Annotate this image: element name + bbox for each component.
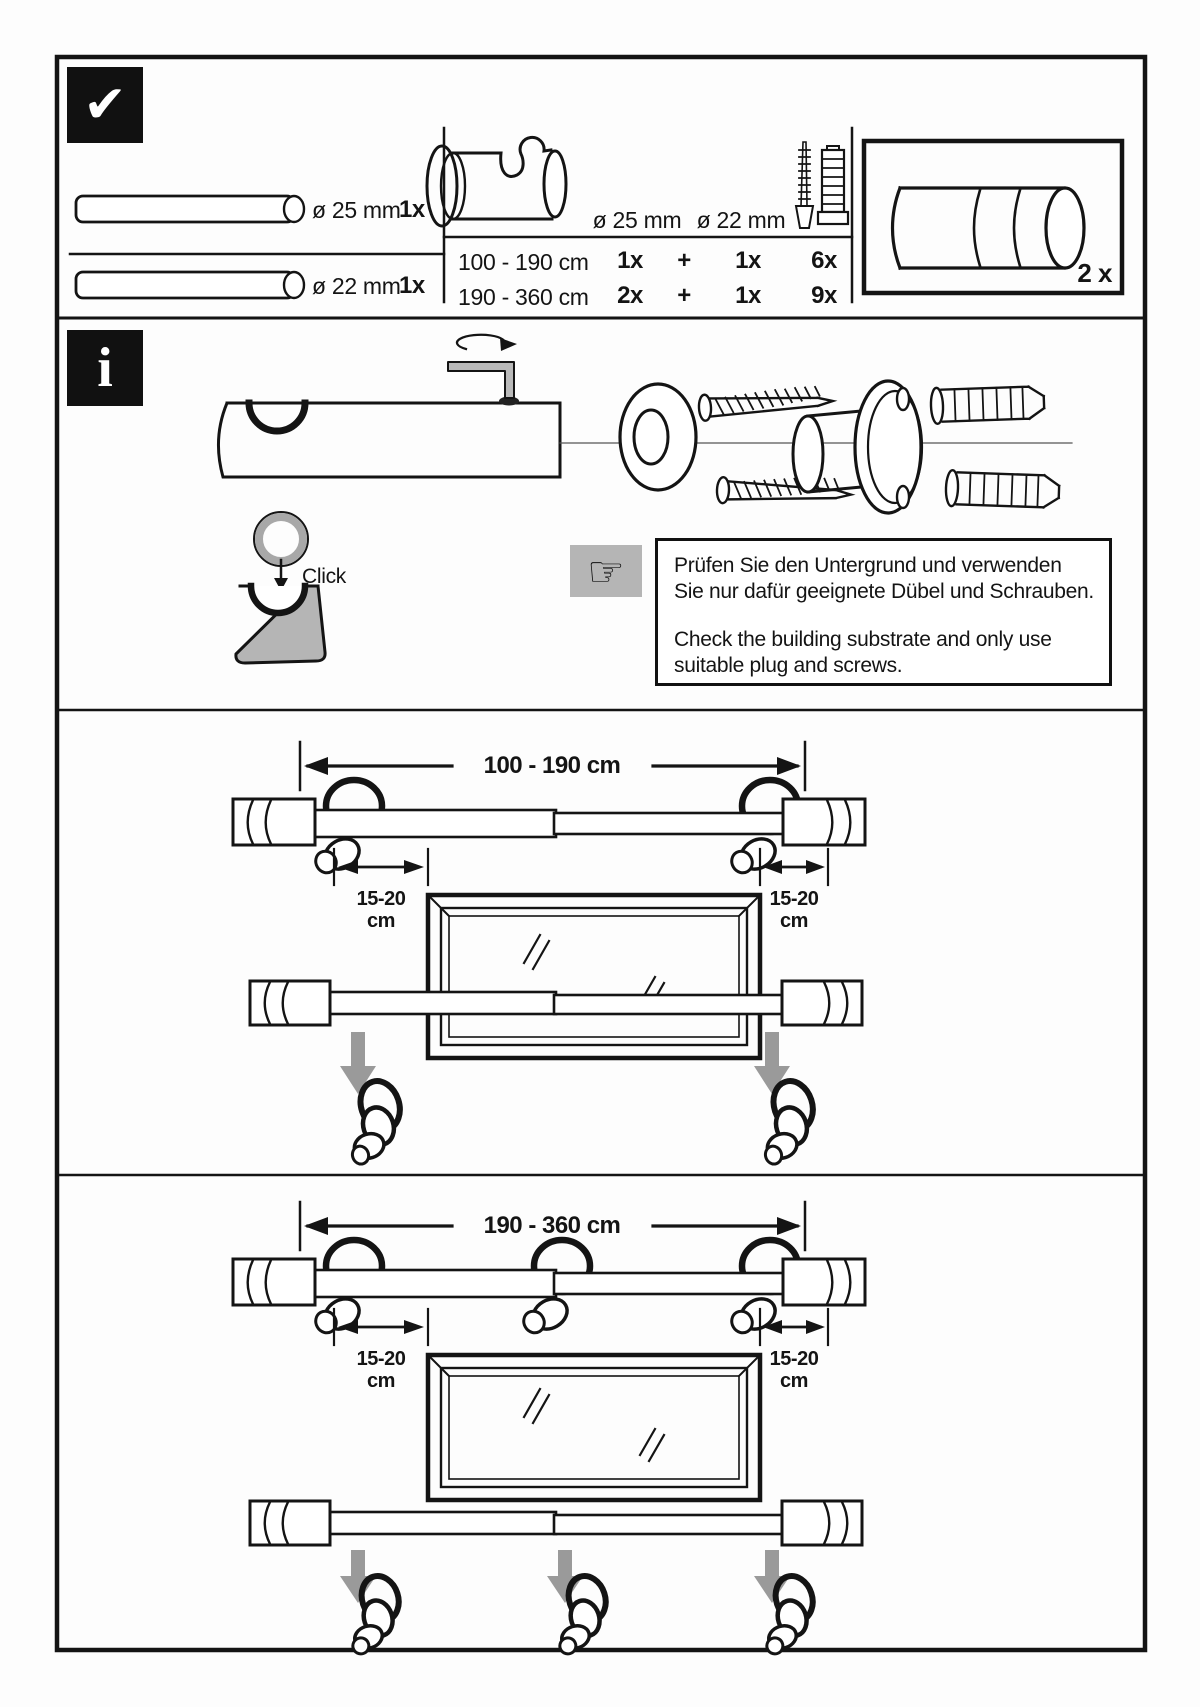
table-range-cell: 190 - 360 cm [458, 284, 589, 310]
mount-socket-drawing [793, 381, 922, 513]
rod-end-cap-drawing [782, 1501, 862, 1545]
window-drawing [428, 895, 760, 1058]
glass-glyph [524, 1389, 664, 1461]
wall-plug-drawing [930, 384, 1044, 424]
checkmark-icon: ✔ [67, 67, 143, 143]
rod-on-brackets-drawing [233, 1240, 865, 1337]
table-range-cell: 100 - 190 cm [458, 249, 589, 275]
offset-dimension-label: 15-20 [356, 1348, 406, 1370]
rod-end-cap-drawing [783, 1259, 865, 1305]
table-qty-cell: 1x [735, 247, 761, 274]
rod-diameter-label: ø 25 mm [312, 197, 401, 223]
rod-qty-label: 1x [399, 196, 425, 223]
cover-ring-drawing [620, 384, 696, 490]
allen-key-icon [448, 362, 514, 398]
rotation-arrow-icon [457, 335, 517, 351]
rod-end-cap-drawing [783, 799, 865, 845]
table-col-header: ø 22 mm [696, 207, 786, 233]
offset-dimension-label: cm [367, 910, 395, 932]
down-arrow-icon [340, 1550, 790, 1603]
pointing-hand-icon: ☞ [570, 545, 642, 597]
note-text-en: suitable plug and screws. [674, 654, 903, 677]
end-cap-qty-label: 2 x [1077, 258, 1112, 288]
table-qty-cell: 1x [735, 282, 761, 309]
wall-bracket-glyph [746, 1076, 827, 1166]
install-diagram-large [233, 1202, 865, 1656]
span-dimension-label: 190 - 360 cm [483, 1212, 621, 1239]
table-qty-cell: 2x [617, 282, 643, 309]
table-qty-cell: 1x [617, 247, 643, 274]
rod-end-cap-drawing [782, 981, 862, 1025]
rod-drawing [250, 981, 862, 1025]
rod-25mm-drawing [76, 196, 304, 222]
wall-bracket-glyph [333, 1076, 414, 1166]
window-drawing [428, 1355, 760, 1500]
down-arrow-icon [340, 1032, 790, 1094]
table-col-header: ø 25 mm [592, 207, 682, 233]
note-text-en: Check the building substrate and only use [674, 628, 1052, 651]
wall-plug-drawing [945, 470, 1059, 510]
offset-dimension-label: cm [367, 1370, 395, 1392]
click-label: Click [302, 565, 346, 588]
info-icon: i [67, 330, 143, 406]
offset-dimension-label: cm [780, 910, 808, 932]
rod-drawing [250, 1501, 862, 1545]
wall-mount-exploded-drawing [560, 381, 1072, 513]
offset-dimension-label: 15-20 [769, 888, 819, 910]
bracket-knob-drawing [312, 833, 781, 877]
table-plus-cell: + [677, 247, 691, 274]
rod-end-cap-drawing [250, 981, 330, 1025]
offset-dimension-label: cm [780, 1370, 808, 1392]
note-text-de: Sie nur dafür geeignete Dübel und Schrauben. [674, 580, 1094, 603]
rod-qty-label: 1x [399, 272, 425, 299]
substrate-note-box [655, 538, 1112, 686]
rod-end-cap-drawing [233, 1259, 315, 1305]
screw-icon [796, 142, 813, 228]
rod-end-cap-drawing [250, 1501, 330, 1545]
table-screws-cell: 9x [811, 282, 837, 309]
note-text-de: Prüfen Sie den Untergrund und verwenden [674, 554, 1062, 577]
rod-22mm-drawing [76, 272, 304, 298]
rod-end-cap-drawing [233, 799, 315, 845]
offset-dimension-label: 15-20 [769, 1348, 819, 1370]
install-diagram-small [233, 742, 865, 1166]
offset-dimension-label: 15-20 [356, 888, 406, 910]
wall-plug-icon [818, 146, 848, 224]
table-plus-cell: + [677, 282, 691, 309]
span-dimension-label: 100 - 190 cm [483, 752, 621, 779]
rod-notch-drawing [218, 397, 560, 478]
wall-bracket-drawing [427, 137, 566, 226]
table-screws-cell: 6x [811, 247, 837, 274]
rod-on-brackets-drawing [233, 780, 865, 877]
bracket-knob-drawing [312, 1293, 781, 1337]
rod-diameter-label: ø 22 mm [312, 273, 401, 299]
